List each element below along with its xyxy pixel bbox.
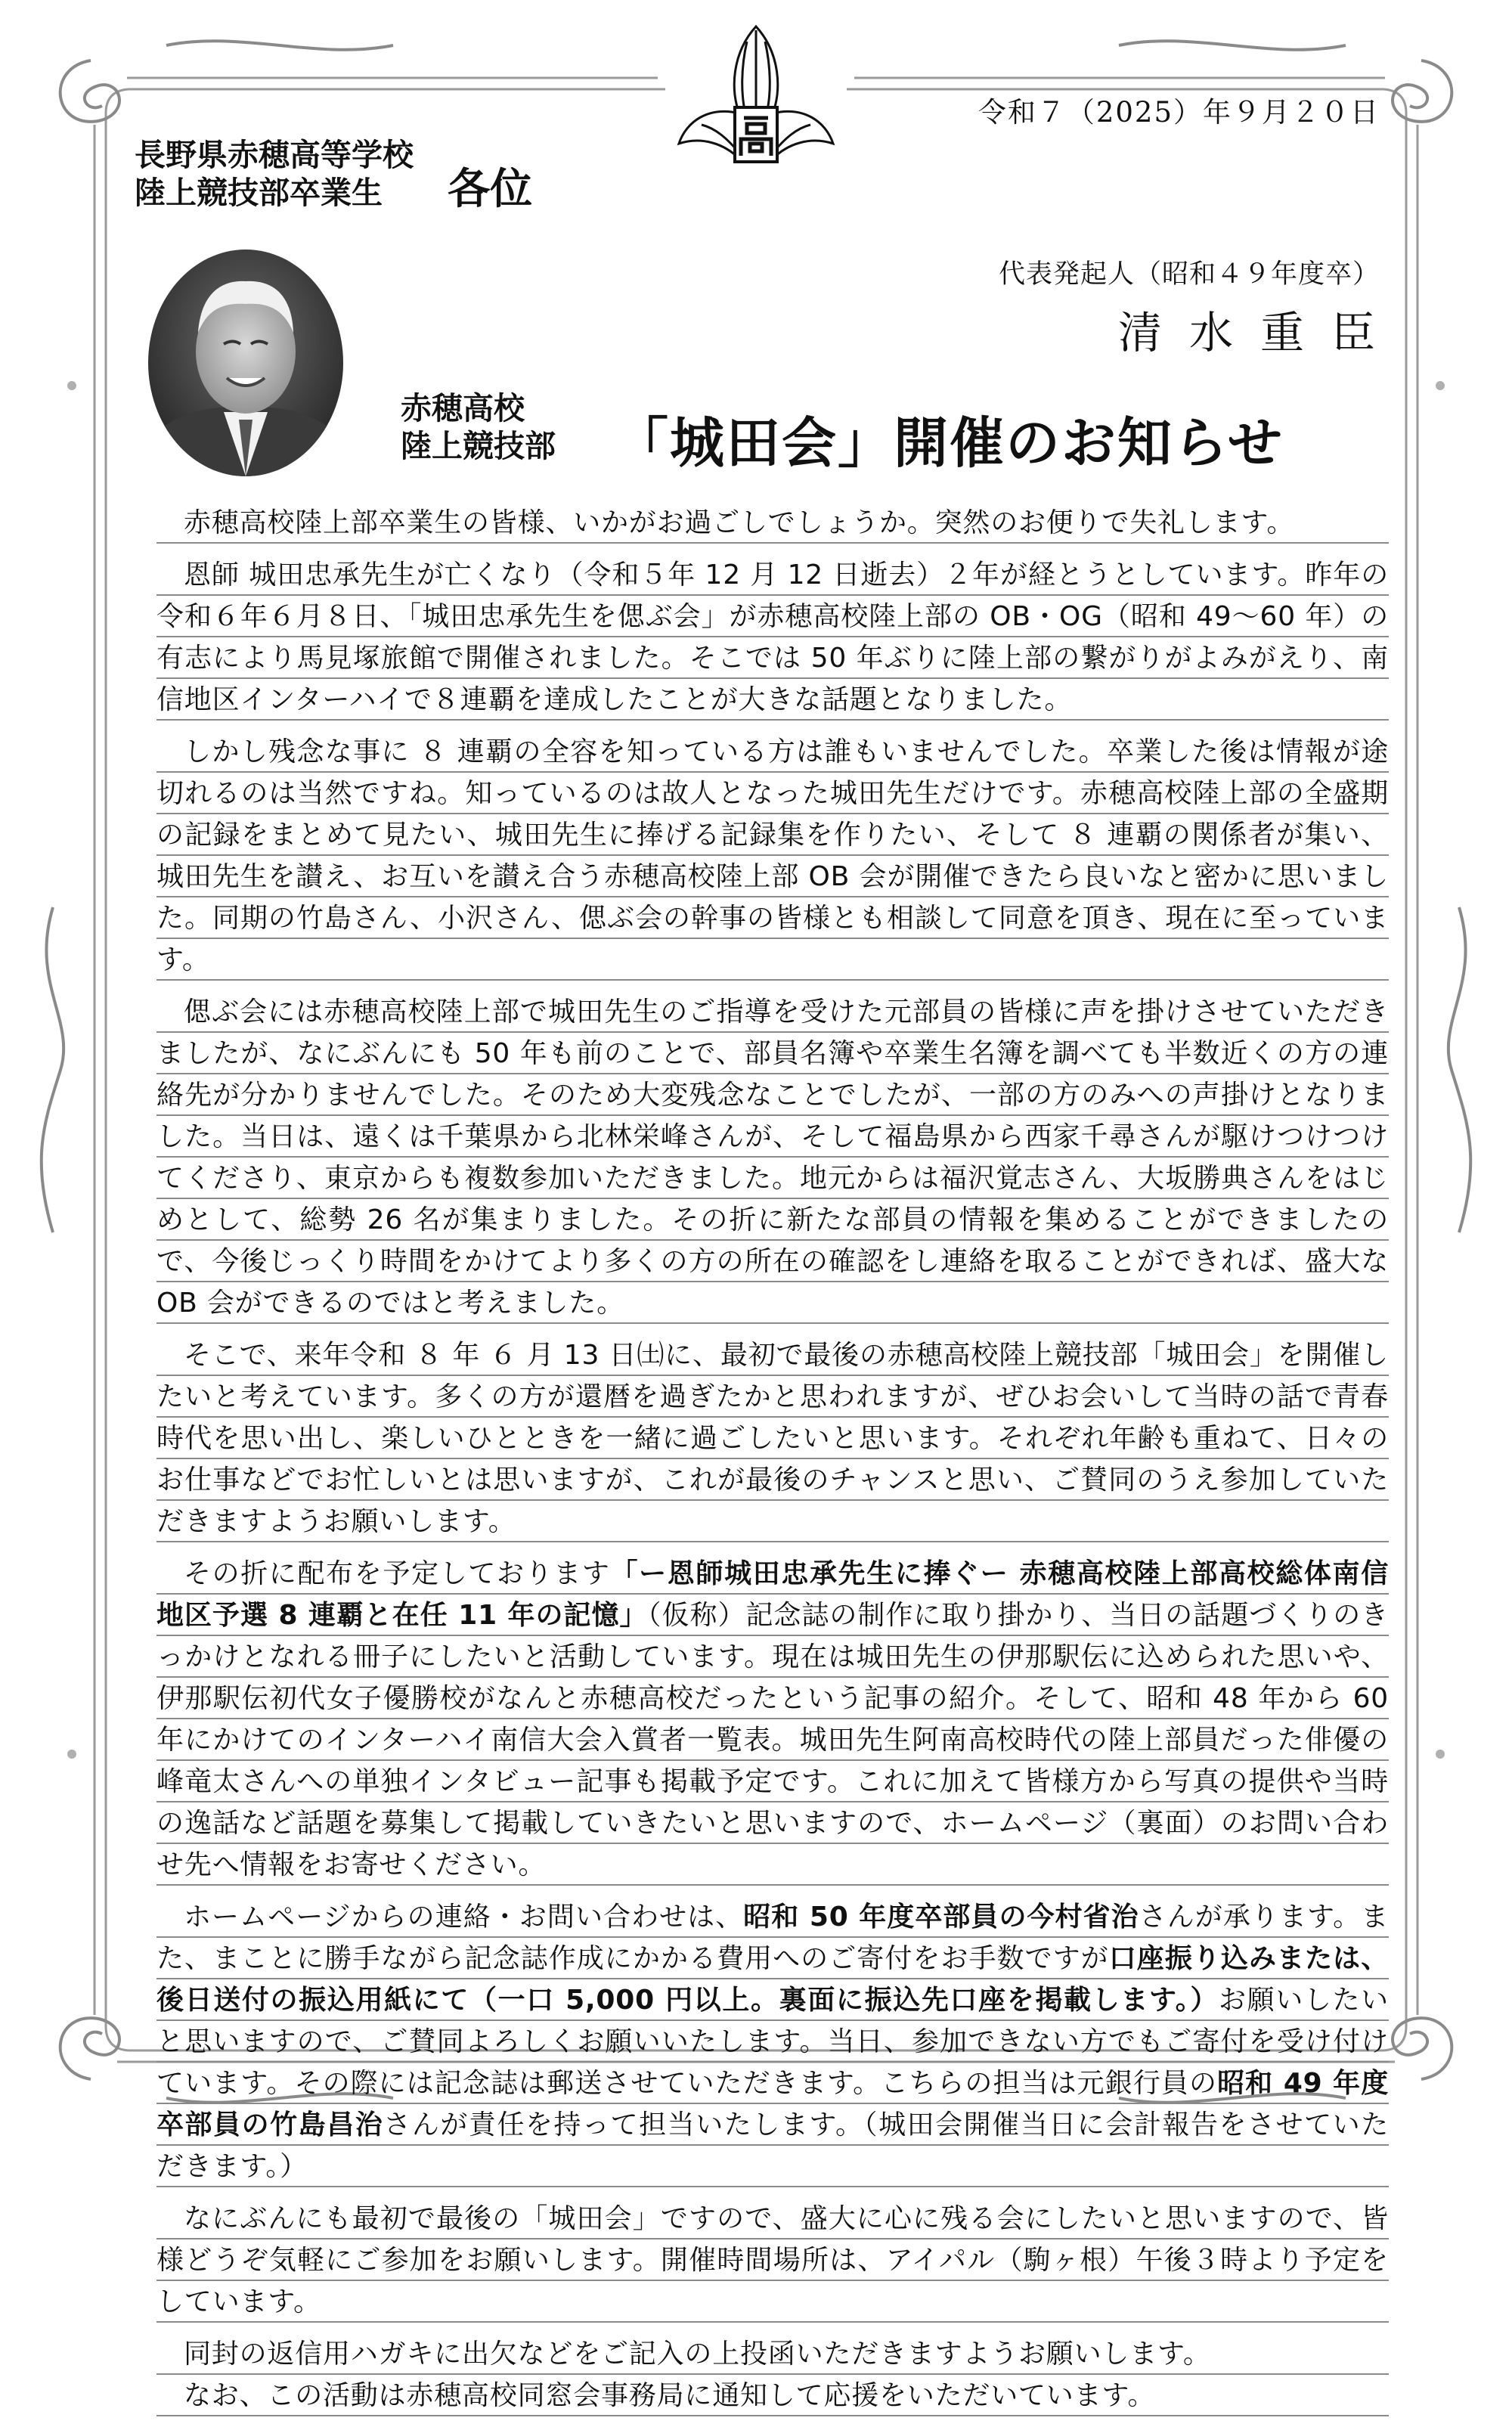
page-title: 「城田会」開催のお知らせ bbox=[614, 411, 1284, 475]
addressee-suffix: 各位 bbox=[448, 164, 533, 214]
paragraph-text: しかし残念な事に ８ 連覇の全容を知っている方は誰もいませんでした。卒業した後は情報が途切れるのは当然ですね。知っているのは故人となった城田先生だけです。赤穂高校陸上部の全盛期の記録をまとめて見たい、城田先生に捧げる記録集を作りたい、そして ８ 連覇の関係者が集い、城田先生を讃え、お互いを讃え合う赤穂高校陸上部 OB 会が開催できたら良いなと密かに思いました。同期の竹島さん、小沢さん、偲ぶ会の幹事の皆様とも相談して同意を頂き、現在に至っています。 bbox=[156, 731, 1389, 981]
letter-body bbox=[156, 502, 1389, 2427]
commemorative-book-title: 「ー恩師城田忠承先生に捧ぐー 赤穂高校陸上部高校総体南信地区予選 8 連覇と在任 11 年の記憶」 bbox=[156, 1558, 1389, 1631]
addressee-line: 長野県赤穂高等学校 bbox=[135, 137, 414, 173]
title-organization bbox=[401, 389, 556, 465]
paragraph bbox=[156, 1896, 1389, 2187]
paragraph-text: 同封の返信用ハガキに出欠などをご記入の上投函いただきますようお願いします。 bbox=[156, 2333, 1389, 2375]
issue-date: 令和７（2025）年９月２０日 bbox=[978, 96, 1380, 129]
sender-name: 清水重臣 bbox=[1117, 307, 1402, 358]
paragraph-text: 恩師 城田忠承先生が亡くなり（令和５年 12 月 12 日逝去）２年が経とうとしています。昨年の令和６年６月８日、「城田忠承先生を偲ぶ会」が赤穂高校陸上部の OB・OG（昭和 49～60 年）の有志により馬見塚旅館で開催されました。そこでは 50 年ぶりに陸上部の繋がりがよみがえり、南信地区インターハイで８連覇を達成したことが大きな話題となりました。 bbox=[156, 554, 1389, 721]
donation-method: 口座振り込みまたは、後日送付の振込用紙にて（一口 5,000 円以上。裏面に振込先口座を掲載します。） bbox=[156, 1943, 1389, 2016]
paragraph-text: 赤穂高校陸上部卒業生の皆様、いかがお過ごしでしょうか。突然のお便りで失礼します。 bbox=[156, 502, 1389, 544]
treasurer-person: 昭和 49 年度卒部員の竹島昌治 bbox=[156, 2068, 1389, 2140]
text-run: ホームページからの連絡・お問い合わせは、 bbox=[184, 1902, 744, 1933]
paragraph-text bbox=[156, 1553, 1389, 1886]
paragraph bbox=[156, 554, 1389, 721]
addressee-lines bbox=[135, 136, 414, 212]
paragraph-text: 偲ぶ会には赤穂高校陸上部で城田先生のご指導を受けた元部員の皆様に声を掛けさせていただきましたが、なにぶんにも 50 年も前のことで、部員名簿や卒業生名簿を調べても半数近くの方の連絡先が分かりませんでした。そのため大変残念なことでしたが、一部の方のみへの声掛けとなりました。当日は、遠くは千葉県から北林栄峰さんが、そして福島県から西家千尋さんが駆けつけつけてくださり、東京からも複数参加いただきました。地元からは福沢覚志さん、大坂勝典さんをはじめとして、総勢 26 名が集まりました。その折に新たな部員の情報を集めることができましたので、今後じっくり時間をかけてより多くの方の所在の確認をし連絡を取ることができれば、盛大な OB 会ができるのではと考えました。 bbox=[156, 991, 1389, 1324]
text-run: さんが承ります。また、まことに勝手ながら記念誌作成にかかる費用へのご寄付をお手数ですが bbox=[156, 1902, 1390, 1974]
school-emblem-icon bbox=[671, 23, 841, 166]
sender-role: 代表発起人（昭和４９年度卒） bbox=[998, 259, 1380, 290]
paragraph bbox=[156, 1334, 1389, 1542]
contact-person: 昭和 50 年度卒部員の今村省治 bbox=[743, 1902, 1139, 1933]
title-organization-line: 赤穂高校 bbox=[401, 390, 525, 426]
paragraph bbox=[156, 502, 1389, 544]
text-run: その折に配布を予定しております bbox=[184, 1558, 611, 1589]
title-organization-line: 陸上競技部 bbox=[401, 428, 556, 464]
addressee-line: 陸上競技部卒業生 bbox=[135, 175, 383, 211]
paragraph bbox=[156, 1553, 1389, 1886]
text-run: お願いしたいと思いますので、ご賛同よろしくお願いいたします。当日、参加できない方でもご寄付を受け付けています。その際には記念誌は郵送させていただきます。こちらの担当は元銀行員の bbox=[156, 1985, 1389, 2099]
paragraph bbox=[156, 2198, 1389, 2323]
paragraph bbox=[156, 2333, 1389, 2416]
addressee-block bbox=[135, 136, 532, 212]
sender-block bbox=[998, 253, 1402, 361]
portrait-photo bbox=[148, 250, 343, 476]
paragraph-text: なにぶんにも最初で最後の「城田会」ですので、盛大に心に残る会にしたいと思いますので、皆様どうぞ気軽にご参加をお願いします。開催時間場所は、アイパル（駒ヶ根）午後３時より予定をしています。 bbox=[156, 2198, 1389, 2323]
paragraph bbox=[156, 731, 1389, 981]
paragraph bbox=[156, 991, 1389, 1324]
paragraph-text: そこで、来年令和 ８ 年 ６ 月 13 日㈯に、最初で最後の赤穂高校陸上競技部「城田会」を開催したいと考えています。多くの方が還暦を過ぎたかと思われますが、ぜひお会いして当時の話で青春時代を思い出し、楽しいひとときを一緒に過ごしたいと思います。それぞれ年齢も重ねて、日々のお仕事などでお忙しいとは思いますが、これが最後のチャンスと思い、ご賛同のうえ参加していただきますようお願いします。 bbox=[156, 1334, 1389, 1542]
paragraph-text bbox=[156, 1896, 1389, 2187]
text-run: （仮称）記念誌の制作に取り掛かり、当日の話題づくりのきっかけとなれる冊子にしたいと活動しています。現在は城田先生の伊那駅伝に込められた思いや、伊那駅伝初代女子優勝校がなんと赤穂高校だったという記事の紹介。そして、昭和 48 年から 60 年にかけてのインターハイ南信大会入賞者一覧表。城田先生阿南高校時代の陸上部員だった俳優の峰竜太さんへの単独インタビュー記事も掲載予定です。これに加えて皆様方から写真の提供や当時の逸話など話題を募集して掲載していきたいと思いますので、ホームページ（裏面）のお問い合わせ先へ情報をお寄せください。 bbox=[156, 1600, 1389, 1880]
portrait-image bbox=[148, 250, 343, 476]
text-run: さんが責任を持って担当いたします。（城田会開催当日に会計報告をさせていただきます。） bbox=[156, 2109, 1389, 2182]
paragraph-text: なお、この活動は赤穂高校同窓会事務局に通知して応援をいただいています。 bbox=[156, 2375, 1389, 2416]
